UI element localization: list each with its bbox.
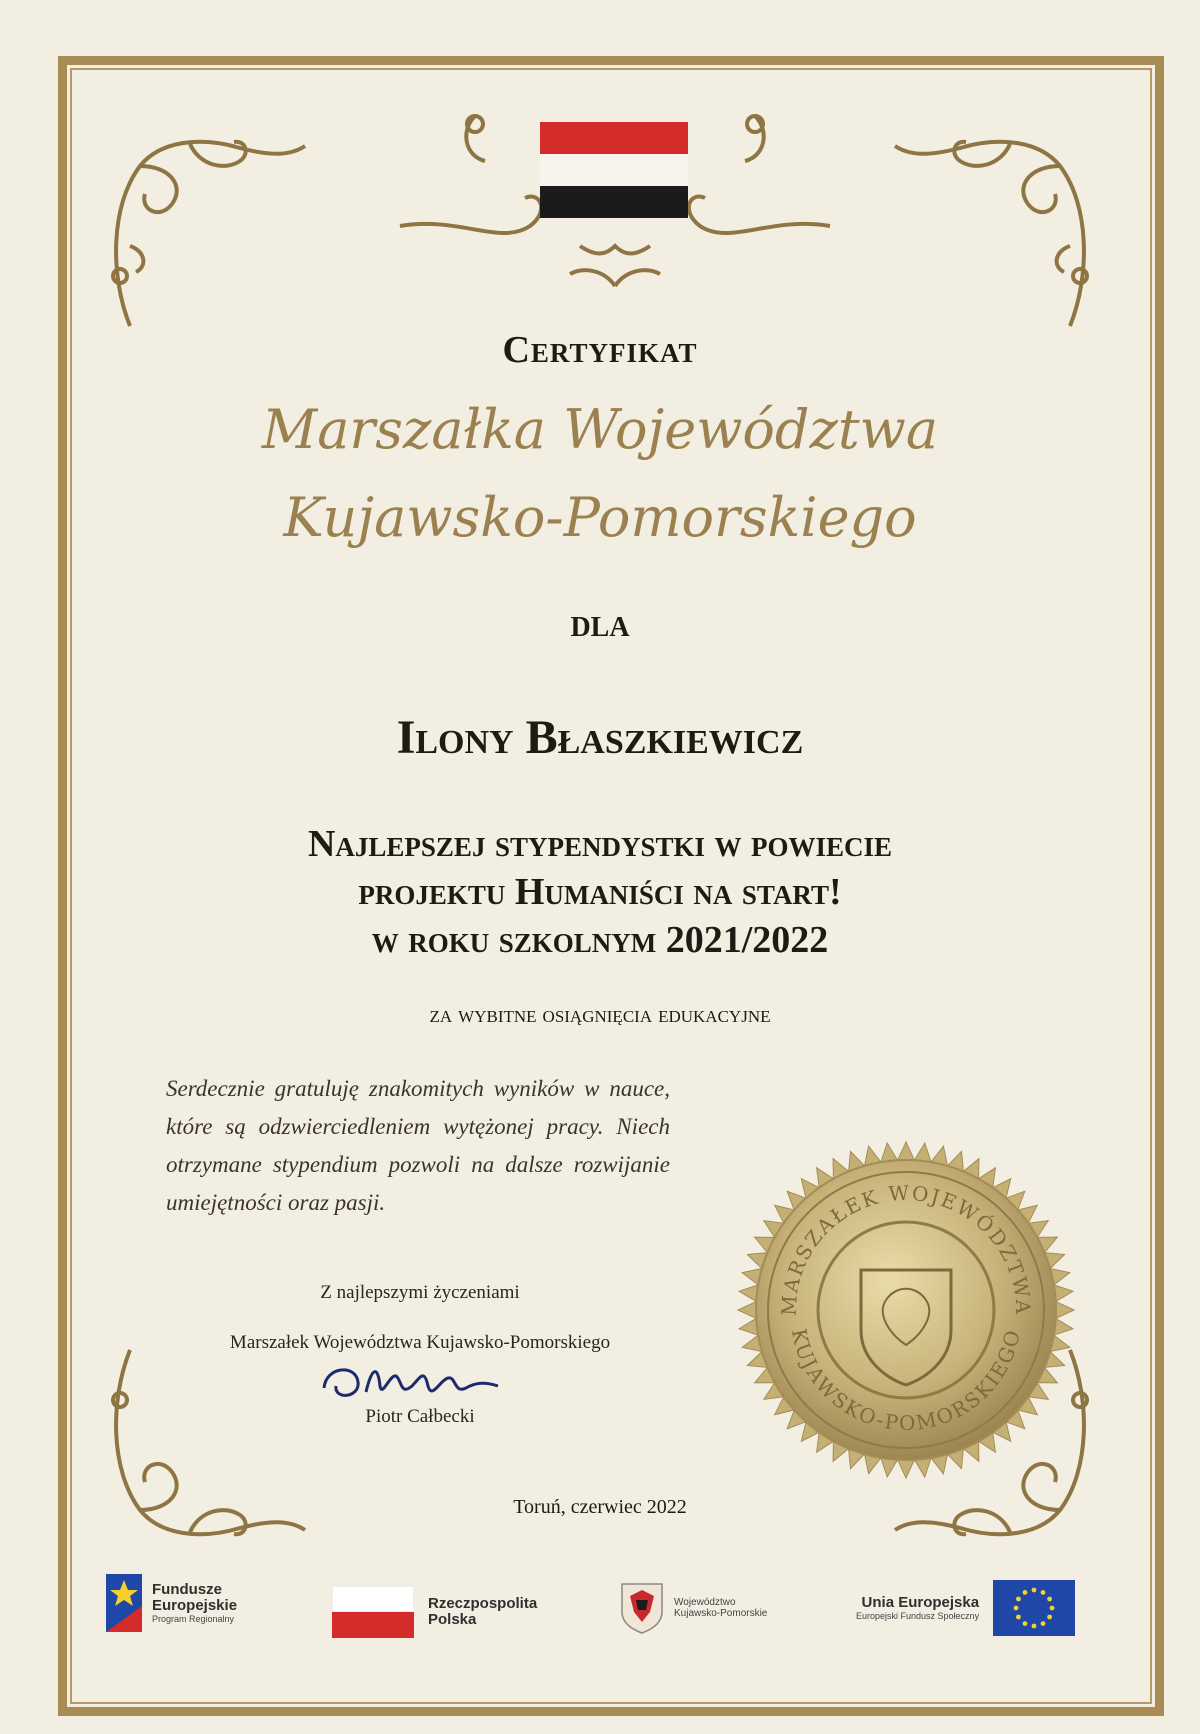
- issuer-title-line-2: Kujawsko-Pomorskiego: [283, 486, 917, 549]
- corner-ornament-top-left: [100, 126, 310, 336]
- eu-star-icon: [1016, 1615, 1021, 1620]
- place-and-date: Toruń, czerwiec 2022: [513, 1496, 687, 1518]
- award-title: [0, 820, 1200, 964]
- eu-star-icon: [1032, 1624, 1037, 1629]
- logo-rzeczpospolita-polska: [332, 1586, 537, 1638]
- certificate-heading: Certyfikat: [502, 329, 698, 371]
- flag-emblem: [540, 122, 688, 218]
- eu-star-icon: [1041, 1590, 1046, 1595]
- issuer-title-line-1: Marszałka Województwa: [261, 398, 939, 461]
- eu-star-icon: [1023, 1621, 1028, 1626]
- eu-star-icon: [1016, 1597, 1021, 1602]
- recipient-name: Ilony Błaszkiewicz: [396, 711, 804, 764]
- ue-title: Unia Europejska: [861, 1594, 980, 1611]
- eu-star-icon: [1047, 1615, 1052, 1620]
- ue-subtitle: Europejski Fundusz Społeczny: [856, 1611, 980, 1621]
- eu-star-icon: [1032, 1588, 1037, 1593]
- corner-ornament-top-right: [890, 126, 1100, 336]
- eu-star-icon: [1041, 1621, 1046, 1626]
- logo-unia-europejska: [856, 1580, 1075, 1636]
- rp-title-1: Rzeczpospolita: [428, 1595, 538, 1612]
- wojewodztwo-crest-icon: [620, 1582, 664, 1634]
- eu-star-icon: [1050, 1606, 1055, 1611]
- gold-seal: [736, 1140, 1076, 1480]
- eu-star-icon: [1023, 1590, 1028, 1595]
- eu-star-icon: [1014, 1606, 1019, 1611]
- signature: [316, 1356, 506, 1408]
- polish-flag-icon: [332, 1586, 414, 1638]
- seal-text-bottom: KUJAWSKO-POMORSKIEGO: [786, 1326, 1026, 1436]
- rp-title-2: Polska: [428, 1611, 477, 1628]
- signer-title: Marszałek Województwa Kujawsko-Pomorskiego: [229, 1332, 611, 1353]
- closing-line: Z najlepszymi życzeniami: [320, 1282, 520, 1303]
- award-line-1: Najlepszej stypendystki w powiecie: [307, 823, 893, 865]
- fe-subtitle: Program Regionalny: [152, 1614, 235, 1624]
- for-word: DLA: [570, 612, 630, 643]
- fundusze-europejskie-icon: [104, 1572, 144, 1634]
- wkp-title-2: Kujawsko-Pomorskie: [674, 1608, 768, 1619]
- congratulation-message: Serdecznie gratuluję znakomitych wyników w nauce, które są odzwierciedleniem wytężonej pracy. Niech otrzymane stypendium pozwoli na dalsze rozwijanie umiejętności oraz pasji.: [166, 1076, 670, 1215]
- logo-wojewodztwo: [620, 1582, 767, 1634]
- logo-fundusze-europejskie: [104, 1572, 237, 1634]
- seal-text-top: MARSZAŁEK WOJEWÓDZTWA: [776, 1180, 1036, 1317]
- award-line-3: w roku szkolnym 2021/2022: [371, 919, 829, 961]
- funding-logos-bar: [0, 1572, 1200, 1672]
- fe-title-1: Fundusze: [152, 1581, 222, 1598]
- wkp-title-1: Województwo: [674, 1597, 736, 1608]
- eu-flag-icon: [993, 1580, 1075, 1636]
- award-reason: za wybitne osiągnięcia edukacyjne: [429, 1002, 771, 1028]
- fe-title-2: Europejskie: [152, 1597, 238, 1614]
- award-line-2: projektu Humaniści na start!: [358, 871, 842, 913]
- signer-name: Piotr Całbecki: [365, 1406, 475, 1427]
- eu-star-icon: [1047, 1597, 1052, 1602]
